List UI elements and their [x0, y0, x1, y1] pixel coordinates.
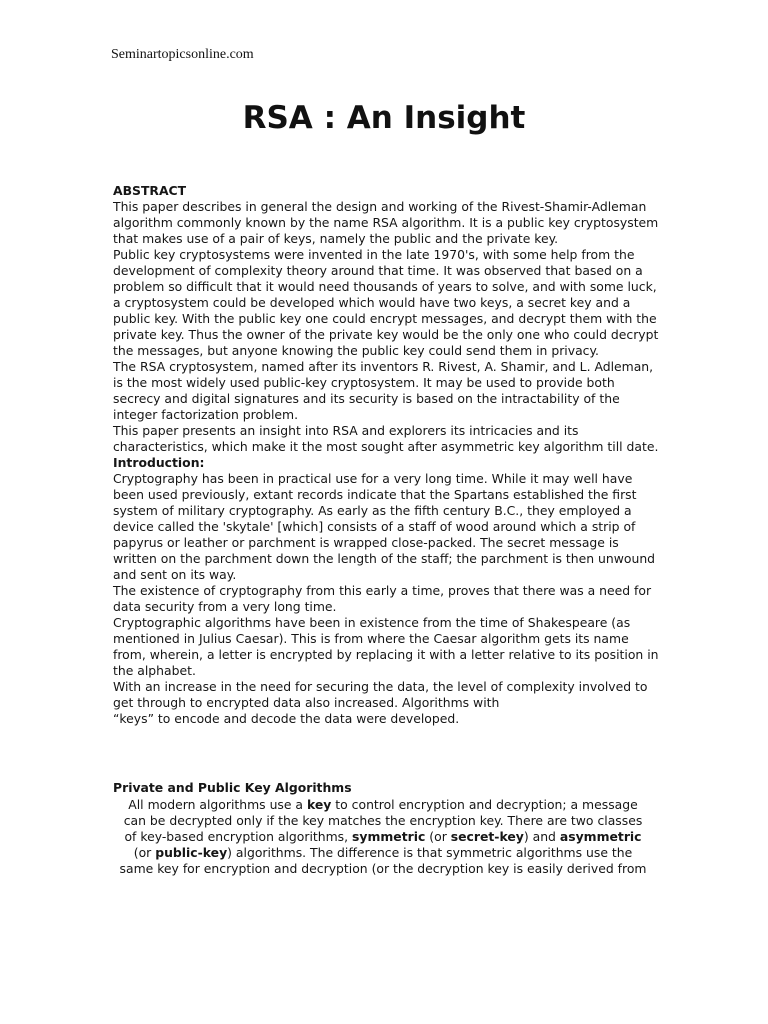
document-title: RSA : An Insight: [242, 100, 526, 136]
abstract-heading: ABSTRACT: [113, 183, 187, 198]
asymmetric-term: asymmetric: [559, 829, 642, 844]
abstract-paragraph: This paper describes in general the design and working of the Rivest-Shamir-Adleman algorithm commonly known by the name RSA algorithm. It is a public key cryptosystem that makes use of a pair of keys, namely the public and the private key.: [113, 199, 659, 246]
introduction-paragraph: Cryptographic algorithms have been in existence from the time of Shakespeare (as mentioned in Julius Caesar). This is from where the Caesar algorithm gets its name from, wherein, a letter is encrypted by replacing it with a letter relative to its position in the alphabet.: [113, 615, 659, 678]
keys-line: (or public-key) algorithms. The difference is that symmetric algorithms use the: [133, 845, 633, 860]
abstract-paragraph: The RSA cryptosystem, named after its inventors R. Rivest, A. Shamir, and L. Adleman, is the most widely used public-key cryptosystem. It may be used to provide both secrecy and digital signatures and its security is based on the intractability of the integer factorization problem.: [113, 359, 654, 422]
abstract-section: [113, 183, 661, 727]
introduction-paragraph: The existence of cryptography from this early a time, proves that there was a need for data security from a very long time.: [113, 583, 652, 614]
keys-line: same key for encryption and decryption (or the decryption key is easily derived from: [119, 861, 647, 876]
key-term: key: [306, 797, 332, 812]
site-name: Seminartopicsonline.com: [111, 47, 254, 62]
introduction-paragraph: With an increase in the need for securing the data, the level of complexity involved to get through to encrypted data also increased. Algorithms with: [113, 679, 648, 710]
abstract-paragraph: This paper presents an insight into RSA and explorers its intricacies and its characteristics, which make it the most sought after asymmetric key algorithm till date.: [113, 423, 659, 454]
keys-line: of key-based encryption algorithms, symmetric (or secret-key) and asymmetric: [124, 829, 642, 844]
introduction-paragraph: “keys” to encode and decode the data were developed.: [113, 711, 460, 726]
keys-section-heading: Private and Public Key Algorithms: [113, 780, 352, 795]
keys-section-text: [113, 797, 653, 877]
public-key-term: public-key: [155, 845, 228, 860]
abstract-paragraph: Public key cryptosystems were invented in the late 1970's, with some help from the development of complexity theory around that time. It was observed that based on a problem so difficult that it would need thousands of years to solve, and with some luck, a cryptosystem could be developed which would have two keys, a secret key and a public key. With the public key one could encrypt messages, and decrypt them with the private key. Thus the owner of the private key would be the only one who could decrypt the messages, but anyone knowing the public key could send them in privacy.: [113, 247, 659, 358]
keys-line: can be decrypted only if the key matches the encryption key. There are two classes: [123, 813, 643, 828]
symmetric-term: symmetric: [352, 829, 426, 844]
introduction-paragraph: Cryptography has been in practical use for a very long time. While it may well have been used previously, extant records indicate that the Spartans established the first system of military cryptography. As early as the fifth century B.C., they employed a device called the 'skytale' [which] consists of a staff of wood around which a strip of papyrus or leather or parchment is wrapped close-packed. The secret message is written on the parchment down the length of the staff; the parchment is then unwound and sent on its way.: [113, 471, 656, 582]
keys-line: All modern algorithms use a key to control encryption and decryption; a message: [128, 797, 638, 812]
introduction-heading: Introduction:: [113, 455, 205, 470]
secret-key-term: secret-key: [450, 829, 524, 844]
